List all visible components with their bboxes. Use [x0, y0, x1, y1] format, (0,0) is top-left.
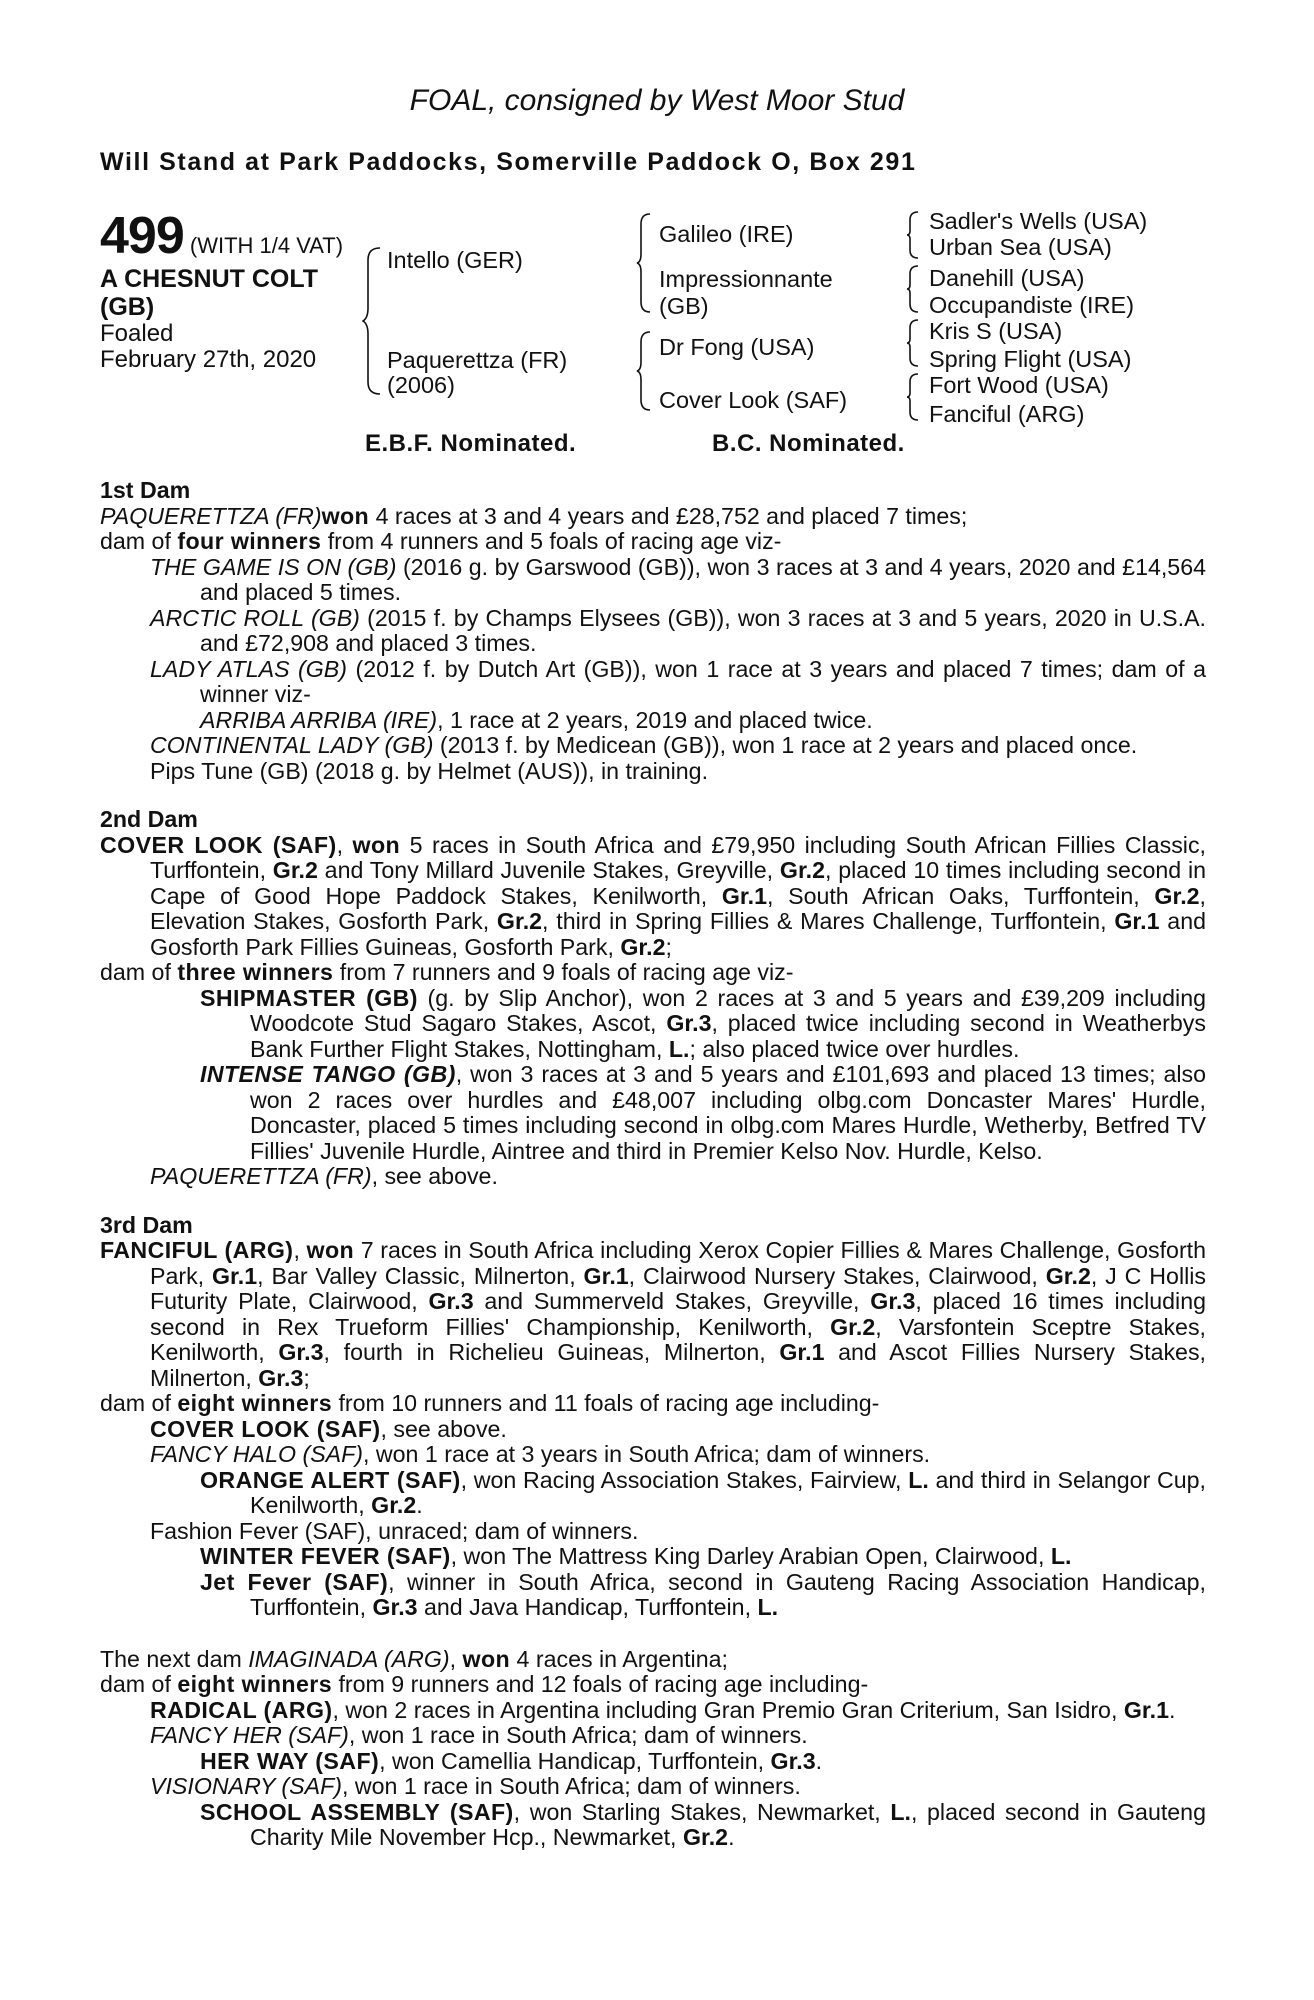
offspring-entry: SHIPMASTER (GB) (g. by Slip Anchor), won 2 races at 3 and 5 years and £39,209 including Woodcote Stud Sagaro Stakes, Ascot, Gr.3, placed twice including second in Weatherbys Bank Further Flight Stakes, Nottingham, L.; also placed twice over hurdles. — [200, 984, 1206, 1062]
foaled-label: Foaled — [100, 320, 174, 347]
sire-dam-brace — [362, 246, 382, 396]
pedigree-g6: Spring Flight (USA) — [929, 346, 1132, 372]
sire-line-brace — [636, 212, 652, 314]
offspring-entry: FANCY HALO (SAF), won 1 race at 3 years in South Africa; dam of winners. — [150, 1441, 931, 1467]
offspring-entry: VISIONARY (SAF), won 1 race in South Africa; dam of winners. — [150, 1773, 801, 1799]
dam-line-brace — [636, 330, 652, 412]
offspring-entry: ARRIBA ARRIBA (IRE), 1 race at 2 years, 2019 and placed twice. — [200, 706, 873, 733]
pedigree-sire-dam: Impressionnante — [659, 266, 833, 292]
first-dam-record: PAQUERETTZA (FR)won 4 races at 3 and 4 years and £28,752 and placed 7 times; — [100, 502, 968, 529]
first-dam-produce: dam of four winners from 4 runners and 5 foals of racing age viz- — [100, 528, 782, 554]
third-dam-section — [100, 1213, 1206, 1621]
lot-description: A CHESNUT COLT — [100, 265, 319, 293]
offspring-entry: Pips Tune (GB) (2018 g. by Helmet (AUS)), in training. — [150, 757, 709, 784]
offspring-entry: ARCTIC ROLL (GB) (2015 f. by Champs Elysees (GB)), won 3 races at 3 and 5 years, 2020 in U.S.A. and £72,908 and placed 3 times. — [150, 604, 1206, 656]
pedigree-g1: Sadler's Wells (USA) — [929, 208, 1148, 234]
offspring-entry: Jet Fever (SAF), winner in South Africa, second in Gauteng Racing Association Handicap, Turffontein, Gr.3 and Java Handicap, Turffontein, L. — [200, 1568, 1206, 1620]
pedigree-g2: Urban Sea (USA) — [929, 234, 1112, 260]
vat-note: (WITH 1/4 VAT) — [189, 233, 344, 258]
offspring-entry: Fashion Fever (SAF), unraced; dam of winners. — [150, 1517, 639, 1544]
pedigree-g3: Danehill (USA) — [929, 265, 1085, 291]
pedigree-g5: Kris S (USA) — [929, 318, 1063, 344]
grand-brace-2 — [906, 264, 920, 314]
bc-nominated: B.C. Nominated. — [712, 430, 905, 457]
third-dam-record: FANCIFUL (ARG), won 7 races in South Africa including Xerox Copier Fillies & Mares Challenge, Gosforth Park, Gr.1, Bar Valley Classic, Milnerton, Gr.1, Clairwood Nursery Stakes, Clairwood, Gr.2, J C Hollis Futurity Plate, Clairwood, Gr.3 and Summerveld Stakes, Greyville, Gr.3, placed 16 times including second in Rex Trueform Fillies' Championship, Kenilworth, Gr.2, Varsfontein Sceptre Stakes, Kenilworth, Gr.3, fourth in Richelieu Guineas, Milnerton, Gr.1 and Ascot Fillies Nursery Stakes, Milnerton, Gr.3; — [100, 1237, 1207, 1391]
pedigree-g7: Fort Wood (USA) — [929, 372, 1109, 398]
pedigree-dam: Paquerettza (FR) — [387, 347, 568, 373]
standing-location: Will Stand at Park Paddocks, Somerville Paddock O, Box 291 — [100, 148, 917, 176]
grand-brace-3 — [906, 318, 920, 368]
offspring-entry: PAQUERETTZA (FR), see above. — [150, 1163, 498, 1189]
offspring-entry: THE GAME IS ON (GB) (2016 g. by Garswood (GB)), won 3 races at 3 and 4 years, 2020 and £14,564 and placed 5 times. — [150, 553, 1206, 605]
pedigree-dam-sire: Dr Fong (USA) — [659, 334, 815, 360]
next-dam-section — [100, 1647, 1206, 1851]
offspring-entry: HER WAY (SAF), won Camellia Handicap, Turffontein, Gr.3. — [200, 1747, 823, 1774]
lot-number-line — [100, 206, 343, 266]
second-dam-record: COVER LOOK (SAF), won 5 races in South Africa and £79,950 including South African Fillies Classic, Turffontein, Gr.2 and Tony Millard Juvenile Stakes, Greyville, Gr.2, placed 10 times including second in Cape of Good Hope Paddock Stakes, Kenilworth, Gr.1, South African Oaks, Turffontein, Gr.2, Elevation Stakes, Gosforth Park, Gr.2, third in Spring Fillies & Mares Challenge, Turffontein, Gr.1 and Gosforth Park Fillies Guineas, Gosforth Park, Gr.2; — [100, 831, 1206, 960]
third-dam-heading: 3rd Dam — [100, 1211, 193, 1238]
pedigree-g8: Fanciful (ARG) — [929, 401, 1085, 427]
second-dam-produce: dam of three winners from 7 runners and 9 foals of racing age viz- — [100, 959, 794, 985]
ebf-nominated: E.B.F. Nominated. — [365, 430, 577, 457]
grand-brace-4 — [906, 372, 920, 422]
offspring-entry: FANCY HER (SAF), won 1 race in South Africa; dam of winners. — [150, 1722, 808, 1748]
offspring-entry: LADY ATLAS (GB) (2012 f. by Dutch Art (GB)), won 1 race at 3 years and placed 7 times; dam of a winner viz- — [150, 655, 1206, 707]
first-dam-section — [100, 478, 1206, 784]
second-dam-heading: 2nd Dam — [100, 806, 198, 832]
offspring-entry: INTENSE TANGO (GB), won 3 races at 3 and 5 years and £101,693 and placed 13 times; also won 2 races over hurdles and £48,007 including olbg.com Doncaster Mares' Hurdle, Doncaster, placed 5 times including second in olbg.com Mares Hurdle, Wetherby, Betfred TV Fillies' Juvenile Hurdle, Aintree and third in Premier Kelso Nov. Hurdle, Kelso. — [200, 1061, 1206, 1164]
pedigree-dam-year: (2006) — [387, 372, 455, 398]
offspring-entry: WINTER FEVER (SAF), won The Mattress King Darley Arabian Open, Clairwood, L. — [200, 1543, 1072, 1569]
first-dam-heading: 1st Dam — [100, 477, 191, 503]
pedigree-dam-dam: Cover Look (SAF) — [659, 387, 848, 413]
consignor-line: FOAL, consigned by West Moor Stud — [409, 84, 905, 117]
lot-description-country: (GB) — [100, 293, 155, 321]
grand-brace-1 — [906, 210, 920, 260]
offspring-entry: COVER LOOK (SAF), see above. — [150, 1415, 507, 1442]
pedigree-sire-sire: Galileo (IRE) — [659, 221, 794, 247]
third-dam-produce: dam of eight winners from 10 runners and 11 foals of racing age including- — [100, 1390, 880, 1416]
foaled-date: February 27th, 2020 — [100, 346, 317, 373]
second-dam-section — [100, 807, 1206, 1190]
lot-number: 499 — [100, 207, 184, 265]
offspring-entry: CONTINENTAL LADY (GB) (2013 f. by Medicean (GB)), won 1 race at 2 years and placed once. — [150, 732, 1138, 758]
offspring-entry: RADICAL (ARG), won 2 races in Argentina including Gran Premio Gran Criterium, San Isidro, Gr.1. — [150, 1696, 1176, 1723]
offspring-entry: SCHOOL ASSEMBLY (SAF), won Starling Stakes, Newmarket, L., placed second in Gauteng Charity Mile November Hcp., Newmarket, Gr.2. — [200, 1798, 1206, 1850]
catalogue-body — [100, 478, 1206, 1851]
offspring-entry: ORANGE ALERT (SAF), won Racing Association Stakes, Fairview, L. and third in Selangor Cup, Kenilworth, Gr.2. — [200, 1466, 1206, 1518]
next-dam-record: The next dam IMAGINADA (ARG), won 4 races in Argentina; — [100, 1645, 728, 1672]
next-dam-produce: dam of eight winners from 9 runners and 12 foals of racing age including- — [100, 1671, 869, 1697]
pedigree-sire: Intello (GER) — [387, 247, 523, 273]
pedigree-sire-dam-country: (GB) — [659, 293, 709, 319]
pedigree-g4: Occupandiste (IRE) — [929, 292, 1135, 318]
